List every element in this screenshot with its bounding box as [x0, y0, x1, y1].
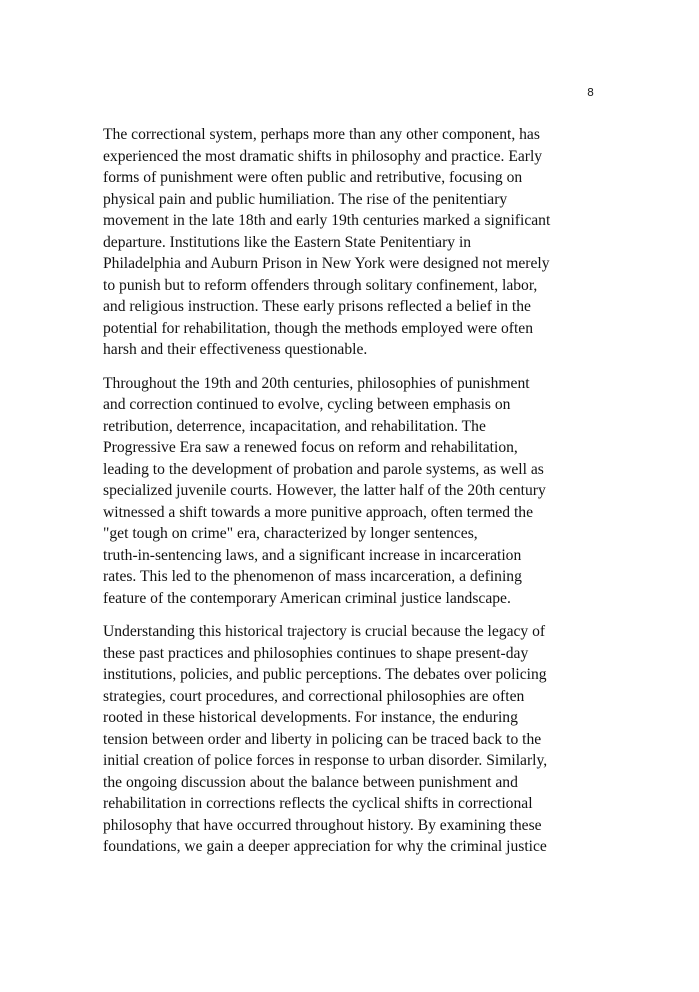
text-line: Understanding this historical trajectory is crucial because the legacy of	[103, 623, 546, 640]
text-line: institutions, policies, and public perceptions. The debates over policing	[103, 666, 547, 683]
text-line: specialized juvenile courts. However, the latter half of the 20th century	[103, 482, 546, 499]
text-line: rehabilitation in corrections reflects the cyclical shifts in correctional	[103, 795, 533, 812]
text-line: departure. Institutions like the Eastern State Penitentiary in	[103, 233, 472, 251]
paragraph-1	[103, 124, 603, 361]
text-line: movement in the late 18th and early 19th centuries marked a significant	[103, 212, 551, 229]
text-line: leading to the development of probation and parole systems, as well as	[103, 460, 544, 478]
text-line: Throughout the 19th and 20th centuries, philosophies of punishment	[103, 374, 530, 392]
text-line: retribution, deterrence, incapacitation, and rehabilitation. The	[103, 417, 486, 435]
text-line: foundations, we gain a deeper appreciation for why the criminal justice	[103, 838, 547, 855]
paragraph-2	[103, 373, 603, 610]
page-number: 8	[587, 86, 594, 99]
text-line: The correctional system, perhaps more than any other component, has	[103, 126, 540, 143]
text-line: tension between order and liberty in policing can be traced back to the	[103, 730, 542, 748]
text-line: harsh and their effectiveness questionable.	[103, 341, 368, 358]
text-line: strategies, court procedures, and correctional philosophies are often	[103, 687, 525, 705]
text-line: and religious instruction. These early prisons reflected a belief in the	[103, 298, 531, 315]
text-line: these past practices and philosophies continues to shape present-day	[103, 644, 529, 662]
body-text	[103, 124, 603, 870]
text-line: and correction continued to evolve, cycling between emphasis on	[103, 396, 511, 413]
text-line: Progressive Era saw a renewed focus on reform and rehabilitation,	[103, 439, 518, 456]
text-line: rates. This led to the phenomenon of mass incarceration, a defining	[103, 568, 522, 585]
text-line: witnessed a shift towards a more punitive approach, often termed the	[103, 503, 533, 521]
text-line: physical pain and public humiliation. The rise of the penitentiary	[103, 190, 508, 208]
text-line: truth-in-sentencing laws, and a significant increase in incarceration	[103, 546, 522, 564]
text-line: philosophy that have occurred throughout history. By examining these	[103, 816, 542, 834]
text-line: potential for rehabilitation, though the methods employed were often	[103, 319, 534, 337]
text-line: Philadelphia and Auburn Prison in New York were designed not merely	[103, 255, 550, 272]
text-line: to punish but to reform offenders through solitary confinement, labor,	[103, 276, 538, 294]
paragraph-3	[103, 621, 603, 858]
text-line: the ongoing discussion about the balance between punishment and	[103, 773, 518, 791]
text-line: feature of the contemporary American criminal justice landscape.	[103, 589, 511, 607]
text-line: rooted in these historical developments. For instance, the enduring	[103, 709, 518, 726]
text-line: initial creation of police forces in response to urban disorder. Similarly,	[103, 752, 548, 769]
text-line: experienced the most dramatic shifts in philosophy and practice. Early	[103, 147, 543, 165]
text-line: forms of punishment were often public and retributive, focusing on	[103, 169, 523, 186]
text-line: "get tough on crime" era, characterized by longer sentences,	[103, 525, 478, 542]
